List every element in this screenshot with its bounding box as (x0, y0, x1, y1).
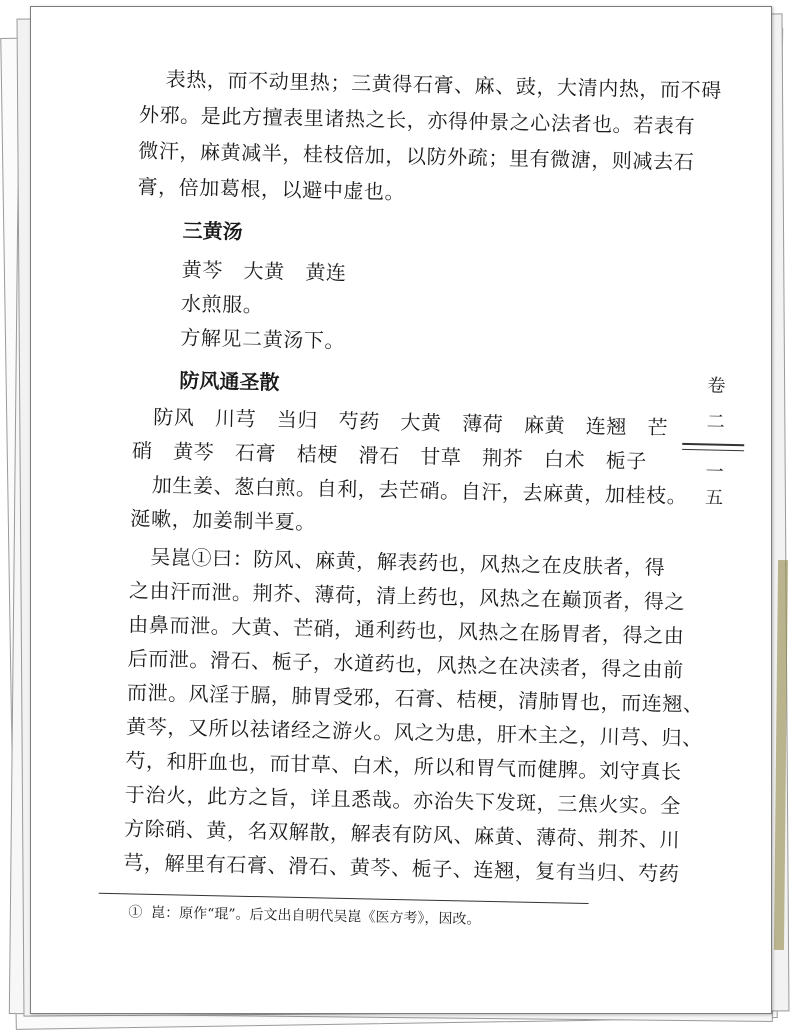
section-title-fangfeng: 防风通圣散 (179, 368, 280, 395)
margin-page-number: 一五 (704, 461, 724, 509)
footnote-text: 崑：原作“琨”。后文出自明代吴崑《医方考》，因改。 (151, 904, 481, 928)
margin-divider-thin (682, 449, 744, 451)
sanhuang-herbs: 黄芩 大黄 黄连 (181, 257, 347, 285)
commentary-line-5: 而泄。风淫于膈，肺胃受邪，石膏、桔梗，清肺胃也，而连翘、 (126, 680, 704, 717)
margin-divider-thick (682, 443, 744, 446)
fangfeng-herbs-2: 硝 黄芩 石膏 桔梗 滑石 甘草 荆芥 白术 栀子 (131, 438, 648, 474)
intro-line-4: 膏，倍加葛根，以避中虚也。 (137, 174, 406, 205)
intro-line-2: 外邪。是此方擅表里诸热之长，亦得仲景之心法者也。若表有 (138, 102, 696, 139)
fangfeng-usage-1: 加生姜、葱白煎。自利，去芒硝。自汗，去麻黄，加桂枝。 (131, 472, 688, 509)
commentary-line-1: 吴崑①曰：防风、麻黄，解表药也，风热之在皮肤者，得 (129, 544, 666, 580)
fangfeng-herbs-1: 防风 川芎 当归 芍药 大黄 薄荷 麻黄 连翘 芒 (132, 404, 669, 440)
commentary-line-6: 黄芩，又所以祛诸经之游火。风之为患，肝木主之，川芎、归、 (125, 714, 704, 751)
commentary-line-9: 方除硝、黄，名双解散，解表有防风、麻黄、薄荷、荆芥、川 (123, 816, 681, 852)
commentary-line-2: 之由汗而泄。荆芥、薄荷，清上药也，风热之在巅顶者，得之 (128, 578, 686, 615)
commentary-line-8: 于治火，此方之旨，详且悉哉。亦治失下发斑，三焦火实。全 (124, 782, 682, 818)
sanhuang-note: 方解见二黄汤下。 (180, 325, 346, 353)
commentary-line-7: 芍，和肝血也，而甘草、白术，所以和胃气而健脾。刘守真长 (125, 748, 682, 784)
commentary-line-10: 芎，解里有石膏、滑石、黄芩、栀子、连翘，复有当归、芍药 (123, 850, 680, 886)
intro-line-1: 表热，而不动里热；三黄得石膏、麻、豉，大清内热，而不碍 (165, 67, 723, 103)
commentary-line-3: 由鼻而泄。大黄、芒硝，通利药也，风热之在肠胃者，得之由 (128, 612, 685, 649)
sanhuang-preparation: 水煎服。 (180, 291, 264, 318)
fangfeng-usage-2: 涎嗽，加姜制半夏。 (130, 506, 317, 535)
commentary-line-4: 后而泄。滑石、栀子，水道药也，风热之在决渎者，得之由前 (127, 646, 684, 682)
intro-line-3: 微汗，麻黄减半，桂枝倍加，以防外疏；里有微溏，则减去石 (138, 138, 695, 175)
margin-volume-number: 二 (706, 411, 725, 433)
book-page (30, 6, 772, 1014)
footnote-mark: ① (128, 904, 143, 921)
margin-volume-label: 卷 (707, 375, 726, 397)
footnote (128, 901, 481, 928)
section-title-sanhuang: 三黄汤 (182, 218, 243, 244)
